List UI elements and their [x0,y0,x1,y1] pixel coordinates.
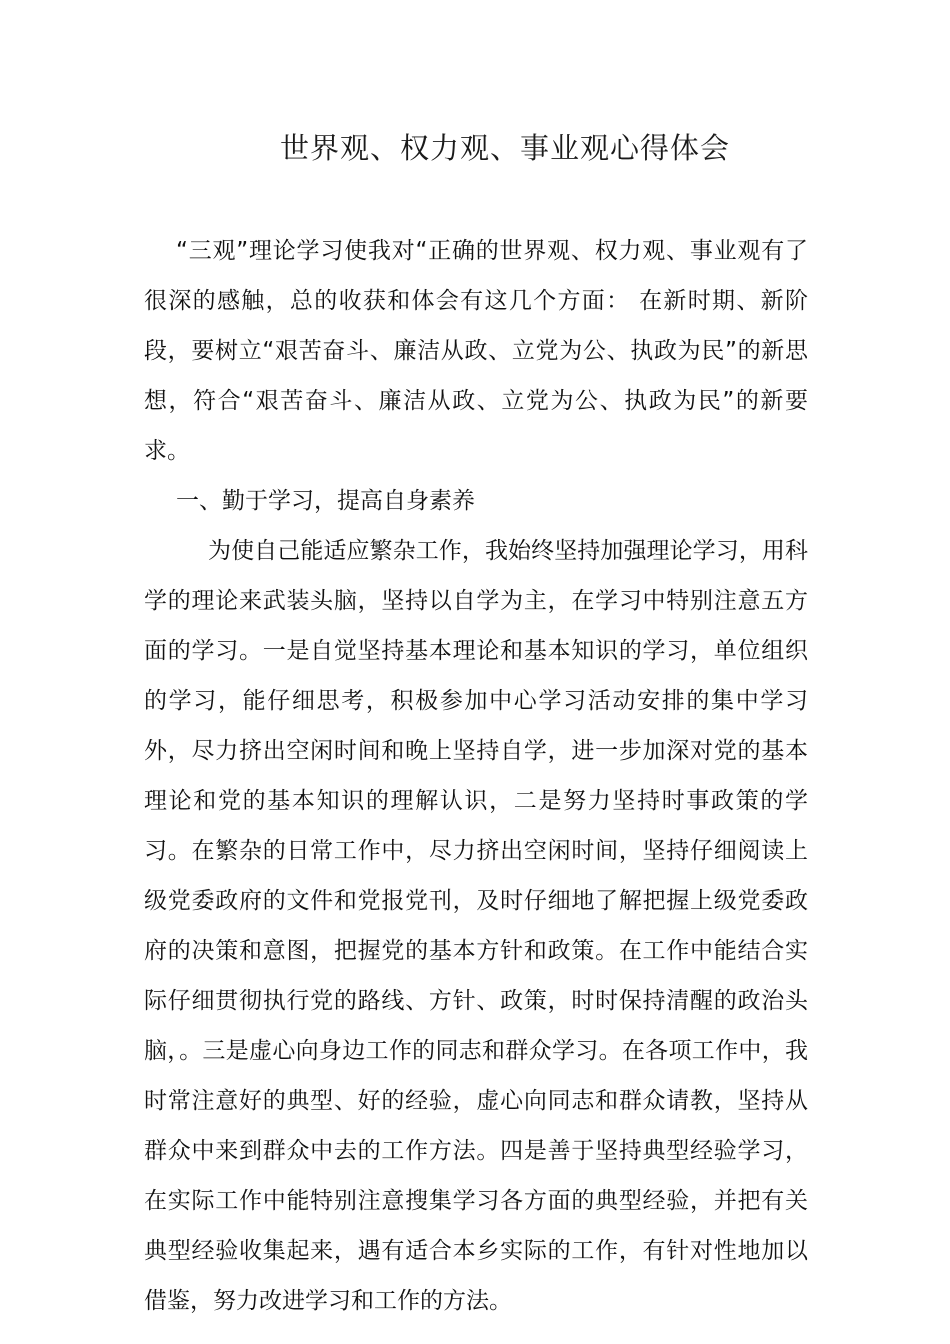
document-title: 世界观、权力观、事业观心得体会 [279,131,730,165]
intro-paragraph: “三观”理论学习使我对“正确的世界观、权力观、事业观有了很深的感触，总的收获和体会有这几个方面： 在新时期、新阶段，要树立“艰苦奋斗、廉洁从政、立党为公、执政为民”的新思想，符合“艰苦奋斗、廉洁从政、立党为公、执政为民”的新要求。 [144,238,808,464]
section-heading: 一、勤于学习，提高自身素养 [176,488,475,514]
body-paragraph: 为使自己能适应繁杂工作，我始终坚持加强理论学习，用科学的理论来武装头脑，坚持以自学为主，在学习中特别注意五方面的学习。一是自觉坚持基本理论和基本知识的学习，单位组织的学习，能仔细思考，积极参加中心学习活动安排的集中学习外，尽力挤出空闲时间和晚上坚持自学，进一步加深对党的基本理论和党的基本知识的理解认识，二是努力坚持时事政策的学习。在繁杂的日常工作中，尽力挤出空闲时间，坚持仔细阅读上级党委政府的文件和党报党刊，及时仔细地了解把握上级党委政府的决策和意图，把握党的基本方针和政策。在工作中能结合实际仔细贯彻执行党的路线、方针、政策，时时保持清醒的政治头脑，。三是虚心向身边工作的同志和群众学习。在各项工作中，我时常注意好的典型、好的经验，虚心向同志和群众请教，坚持从群众中来到群众中去的工作方法。四是善于坚持典型经验学习，在实际工作中能特别注意搜集学习各方面的典型经验，并把有关典型经验收集起来，遇有适合本乡实际的工作，有针对性地加以借鉴，努力改进学习和工作的方法。 [144,538,808,1314]
document-body [144,226,808,1326]
